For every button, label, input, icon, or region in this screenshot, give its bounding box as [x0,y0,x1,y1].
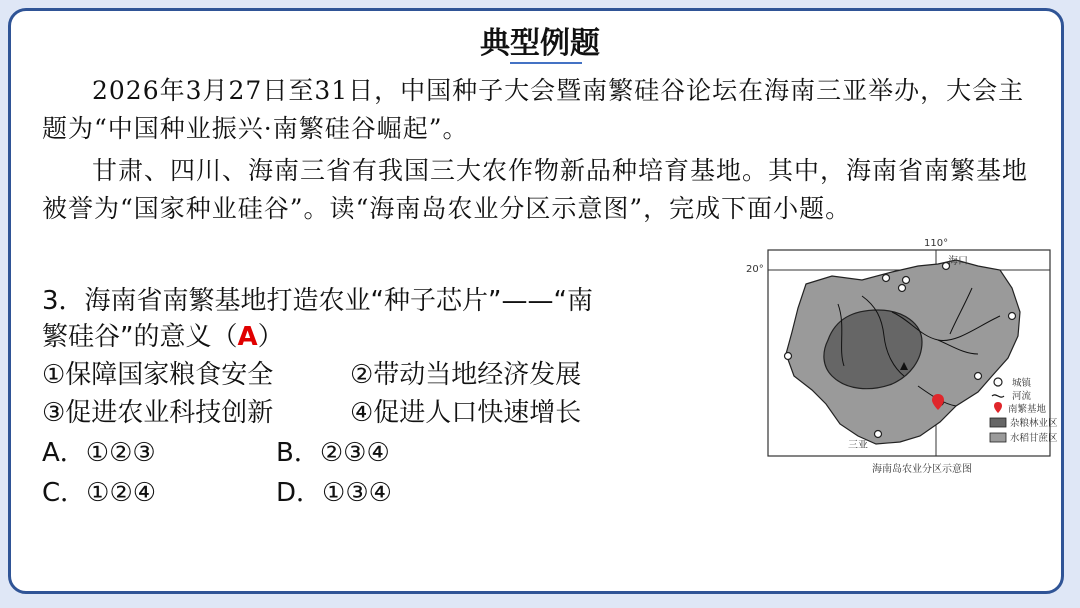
option-c-letter: C． [42,478,87,508]
stem-suffix: ） [257,322,284,352]
option-d-value: ①③④ [322,478,392,508]
option-b[interactable] [276,432,390,469]
option-b-value: ②③④ [319,438,390,468]
option-a[interactable] [42,432,156,469]
city-haikou: 海口 [948,256,968,267]
stem-prefix: 繁硅谷”的意义（ [42,322,238,352]
legend-town: 城镇 [1012,378,1032,389]
legend-dark-swatch [990,418,1006,427]
option-c[interactable] [42,472,156,509]
option-a-value: ①②③ [85,438,156,468]
legend-base: 南繁基地 [1008,404,1047,415]
map-caption: 海南岛农业分区示意图 [872,464,972,475]
paragraph-1: 2026年3月27日至31日，中国种子大会暨南繁硅谷论坛在海南三亚举办，大会主题为“中国种业振兴·南繁硅谷崛起”。 [42,76,1025,143]
item-4: ④促进人口快速增长 [350,398,582,428]
hainan-map-figure [742,236,1062,486]
question-stem-line1: 3．海南省南繁基地打造农业“种子芯片”——“南 [42,286,593,316]
legend-town-icon [994,378,1002,386]
option-b-letter: B． [276,438,320,468]
legend-paddy-sugarcane: 水稻甘蔗区 [1010,433,1058,444]
legend-grain-forest: 杂粮林业区 [1010,418,1058,429]
item-2: ②带动当地经济发展 [350,360,582,390]
option-d-letter: D． [276,478,323,508]
answer-mark: A [237,322,258,352]
option-d[interactable] [276,472,392,509]
page-title: 典型例题 [480,26,600,61]
city-sanya: 三亚 [848,440,868,451]
title-underline [510,62,582,64]
legend-light-swatch [990,433,1006,442]
paragraph-2: 甘肃、四川、海南三省有我国三大农作物新品种培育基地。其中，海南省南繁基地被誉为“国家种业硅谷”。读“海南岛农业分区示意图”，完成下面小题。 [42,156,1029,223]
question-stem-line2 [42,316,284,353]
option-c-value: ①②④ [86,478,157,508]
option-a-letter: A． [42,438,86,468]
item-3: ③促进农业科技创新 [42,398,274,428]
legend-river: 河流 [1012,391,1032,402]
longitude-label: 110° [924,238,949,249]
hainan-map-svg [742,236,1062,486]
latitude-label: 20° [746,264,764,275]
item-1: ①保障国家粮食安全 [42,360,274,390]
